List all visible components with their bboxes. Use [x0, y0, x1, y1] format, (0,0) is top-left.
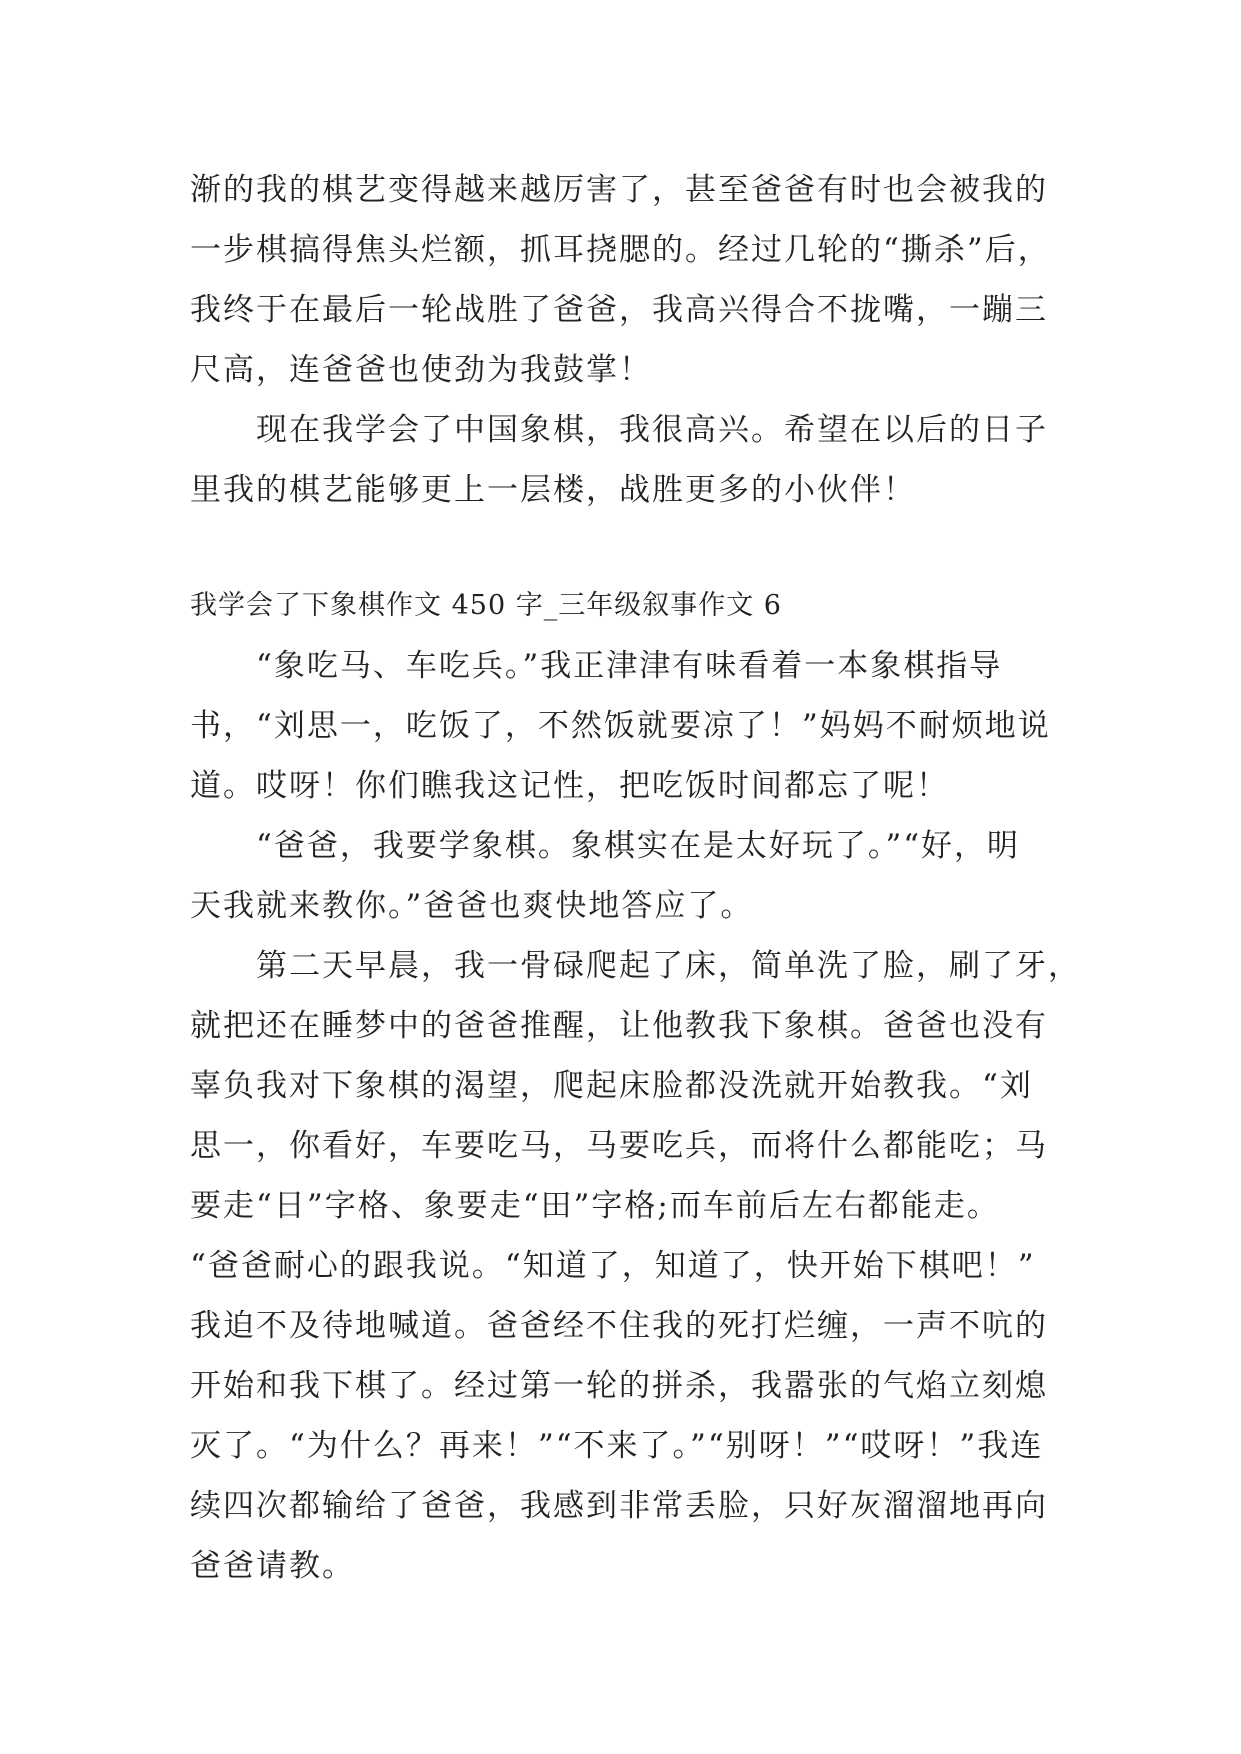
- text-line: 我终于在最后一轮战胜了爸爸，我高兴得合不拢嘴，一蹦三: [190, 292, 1048, 328]
- text-line: “爸爸，我要学象棋。象棋实在是太好玩了。”“好，明: [190, 828, 1021, 864]
- text-line: “象吃马、车吃兵。”我正津津有味看着一本象棋指导: [190, 648, 1003, 684]
- section-1: [190, 160, 1051, 520]
- text-line: 思一，你看好，车要吃马，马要吃兵，而将什么都能吃；马: [190, 1128, 1048, 1164]
- text-line: 我迫不及待地喊道。爸爸经不住我的死打烂缠，一声不吭的: [190, 1308, 1048, 1344]
- section-spacer: [190, 520, 1045, 576]
- text-line: 尺高，连爸爸也使劲为我鼓掌！: [190, 352, 652, 388]
- text-line: 天我就来教你。”爸爸也爽快地答应了。: [190, 888, 754, 924]
- section-2: [190, 636, 1081, 1596]
- text-line: 一步棋搞得焦头烂额，抓耳挠腮的。经过几轮的“撕杀”后，: [190, 232, 1051, 268]
- text-line: 第二天早晨，我一骨碌爬起了床，简单洗了脸，刷了牙，: [190, 948, 1081, 984]
- text-line: 渐的我的棋艺变得越来越厉害了，甚至爸爸有时也会被我的: [190, 172, 1048, 208]
- text-line: 要走“日”字格、象要走“田”字格;而车前后左右都能走。: [190, 1188, 1000, 1224]
- text-line: 开始和我下棋了。经过第一轮的拼杀，我嚣张的气焰立刻熄: [190, 1368, 1048, 1404]
- text-line: “爸爸耐心的跟我说。“知道了，知道了，快开始下棋吧！”: [190, 1248, 1036, 1284]
- document-body: [190, 160, 1081, 1596]
- text-line: 续四次都输给了爸爸，我感到非常丢脸，只好灰溜溜地再向: [190, 1488, 1048, 1524]
- text-line: 书，“刘思一，吃饭了，不然饭就要凉了！”妈妈不耐烦地说: [190, 708, 1051, 744]
- text-line: 灭了。“为什么？再来！”“不来了。”“别呀！”“哎呀！”我连: [190, 1428, 1044, 1464]
- text-line: 现在我学会了中国象棋，我很高兴。希望在以后的日子: [190, 412, 1048, 448]
- text-line: 辜负我对下象棋的渴望，爬起床脸都没洗就开始教我。“刘: [190, 1068, 1033, 1104]
- text-line: 里我的棋艺能够更上一层楼，战胜更多的小伙伴！: [190, 472, 916, 508]
- text-line: 就把还在睡梦中的爸爸推醒，让他教我下象棋。爸爸也没有: [190, 1008, 1048, 1044]
- text-line: 道。哎呀！你们瞧我这记性，把吃饭时间都忘了呢！: [190, 768, 949, 804]
- text-line: 爸爸请教。: [190, 1548, 355, 1584]
- article-title: 我学会了下象棋作文 450 字_三年级叙事作文 6: [190, 590, 782, 621]
